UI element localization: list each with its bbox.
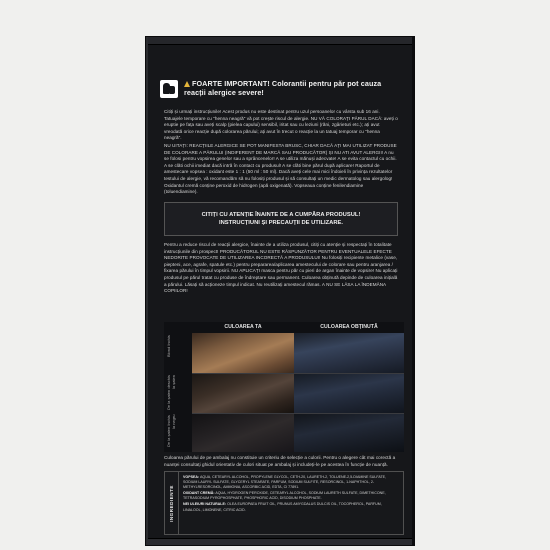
ingredient-block: NEI ULEIURI NATURALE: OLEA EUROPAEA FRUIT OIL, PRUNUS AMYGDALUS DULCIS OIL, TOCOPHEROL, PARFUM, LINALOOL, LIMONENE, CITRIC ACID. bbox=[183, 502, 382, 512]
allergy-warning bbox=[160, 79, 404, 107]
ingredient-block: VOPSEA: AQUA, CETEARYL ALCOHOL, PROPYLENE GLYCOL, CETH-20, LAURETH-2, TOLUENE-2,5-DIAMINE SULFATE, SODIUM LAURYL SULFATE, GLYCERYL STEARATE, PARFUM, SODIUM SULFITE, RESORCINOL, 1-NAPHTHOL, 2-METHYLRESORCINOL, AMMONIA, ASCORBIC ACID, EDTA, CI 77891. bbox=[183, 475, 387, 490]
swatch-row-label: De la șaten deschis la șaten bbox=[166, 375, 176, 410]
hair-swatch-initial bbox=[192, 333, 294, 373]
product-box-back bbox=[146, 37, 414, 545]
warning-paragraph-2: NU UITAȚI: REACȚIILE ALERGICE SE POT MANIFESTA BRUSC, CHIAR DACĂ AȚI MAI UTILIZAT PRODUSE DE COLORARE A PĂRULUI (INDIFERENT DE MARCĂ SAU PRODUCĂTOR) ȘI NU ATI AVUT ALERGII! A nu se folosi pentru vopsirea genelor sau a sprâncenelor! A se utiliza mănuși adecvate! A se evita contactul cu ochii. A se clăti ochii imediat dacă intră în contact cu produsul! A se clăti bine părul după aplicare! Raportul de amestecare vopsea : oxidant este 1 : 1 (50 ml : 50 ml). Dacă aveți cele mai mici îndoieli în privința rezultatelor testului de alergie, vă recomandăm să nu folosiți produsul și să consultați un medic dermatolog sau alergolog! Oxidantul cremă conține peroxid de hidrogen (apă oxigenată). Vopseaua conține fenilendiamine (toluendiamine). bbox=[164, 143, 397, 195]
swatch-divider bbox=[192, 413, 404, 414]
swatch-row-label: Blond închis bbox=[166, 335, 171, 357]
hair-swatch-initial bbox=[192, 373, 294, 413]
hair-swatch-result bbox=[294, 333, 404, 373]
hair-swatch-result bbox=[294, 373, 404, 413]
warning-title: FOARTE IMPORTANT! Colorantii pentru păr pot cauza reacții alergice severe! bbox=[184, 79, 382, 97]
ingredient-block: OXIDANT CREMĂ: AQUA, HYDROGEN PEROXIDE, CETEARYL ALCOHOL, SODIUM LAURETH SULFATE, DIMETHICONE, TETRASODIUM PYROPHOSPHATE, PHOSPHORIC ACID, DISODIUM PHOSPHATE. bbox=[183, 491, 386, 501]
color-result-chart bbox=[164, 322, 404, 452]
box-top-flap bbox=[148, 37, 412, 45]
result-color-header: CULOAREA OBȚINUTĂ bbox=[320, 324, 378, 330]
read-before-buying-banner bbox=[164, 202, 398, 236]
color-disclaimer: Culoarea părului de pe ambalaj nu constituie un criteriu de selecție a culorii. Pentru o alegere cât mai corectă a nuanței consultați ghidul orientativ de culori situat pe ambalaj și includeți-le pe acestea în funcție de nuanță. bbox=[164, 455, 396, 467]
banner-line-2: INSTRUCȚIUNI ȘI PRECAUȚII DE UTILIZARE. bbox=[219, 220, 343, 226]
hair-dye-warning-icon bbox=[160, 80, 178, 98]
ingredients-label: INGREDIENTE bbox=[169, 484, 174, 522]
banner-line-1: CITIȚI CU ATENȚIE ÎNAINTE DE A CUMPĂRA PRODUSUL! bbox=[201, 212, 361, 218]
ingredients-list bbox=[183, 475, 399, 532]
instructions-paragraph: Pentru a reduce riscul de reacții alergice, înainte de a utiliza produsul, citiți cu atenție și respectați în totalitate instrucțiunile din prospect! PRODUCĂTORUL NU ESTE RĂSPUNZĂTOR PENTRU EVENTUALELE EFECTE NEDORITE PROVOCATE DE UTILIZAREA INCORECTĂ A PRODUSULUI! Nu folosiți recipiente metalice (vase, piepteni, ace, agrafe, spatule etc.) pentru prepararea/aplicarea amestecului de colorare sau pentru aranjarea / fixarea părului în timpul vopsirii. NU APLICAȚI masca pentru păr cu pieri de argan înainte de vopsire! Nu aplicați produsul pe părul tratat cu produse de îndreptare sau permanent. Culoarea obținută depinde de culoarea inițială a părului. Lăsați să acționeze timpul indicat. Nu reutilizați amestecul rămas. A NU SE LĂSA LA ÎNDEMÂNA COPIILOR! bbox=[164, 242, 398, 294]
warning-paragraph-1: Citiți și urmați instrucțiunile! Acest produs nu este destinat pentru uzul persoanelor cu vârsta sub 16 ani. Tatuajele temporare cu "henna neagră" vă pot crește riscul de alergie. NU VĂ COLORAȚI PĂRUL DACĂ: aveți o eruptie pe fața sau aveți scalp (pielea capului) sensibil, iritat sau cu leziuni (răni, zgârieturi etc.); ați avut vreodată orice reacție după colorarea părului; ați avut în trecut o reacție la un tatuaj temporar cu "henna neagră". bbox=[164, 109, 398, 141]
your-color-header: CULOAREA TA bbox=[224, 324, 262, 330]
warning-triangle-icon bbox=[184, 81, 190, 87]
swatch-divider bbox=[192, 373, 404, 374]
ingredients-panel bbox=[164, 471, 404, 535]
hair-swatch-initial bbox=[192, 413, 294, 452]
hair-swatch-result bbox=[294, 413, 404, 452]
box-bottom-flap bbox=[148, 538, 412, 545]
swatch-row-label: De la șaten închis la negru bbox=[166, 415, 176, 447]
